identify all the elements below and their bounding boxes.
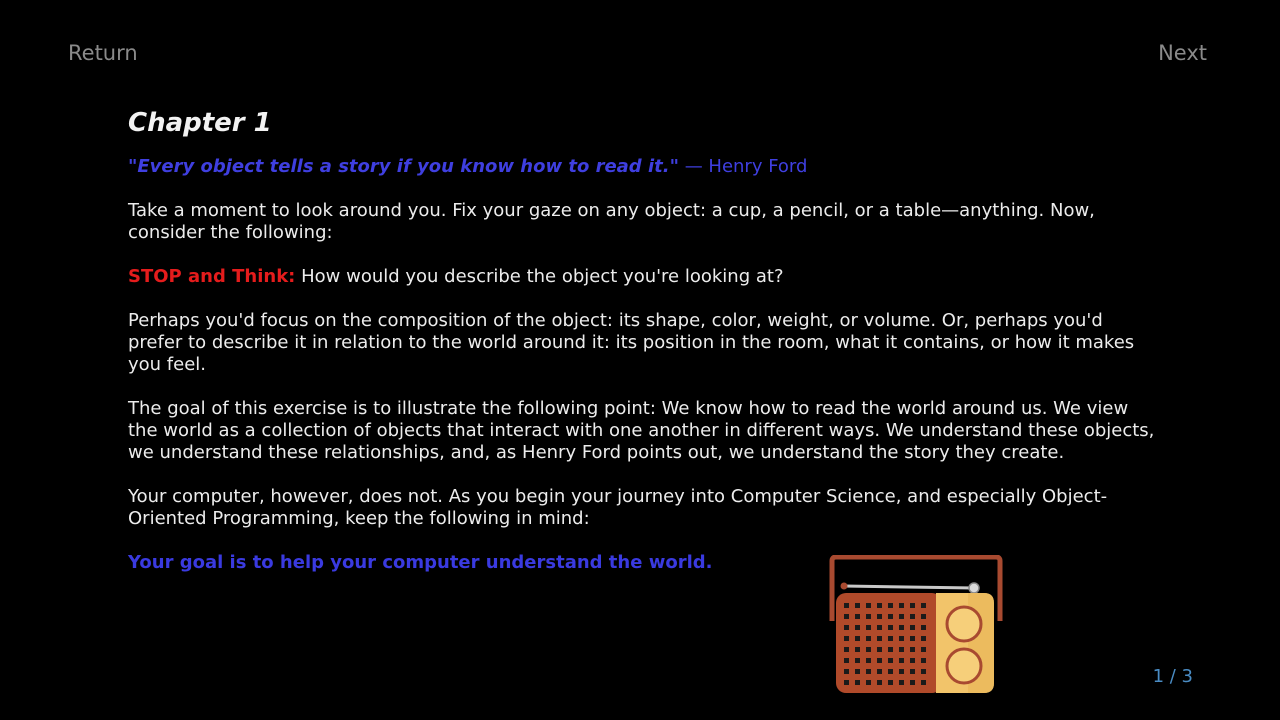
next-link[interactable]: Next: [1158, 41, 1207, 65]
chapter-title: Chapter 1: [128, 108, 272, 138]
paragraph-computer: Your computer, however, does not. As you begin your journey into Computer Science, and especially Object-Oriented Programming, keep the following in mind:: [128, 486, 1108, 529]
paragraph-composition: Perhaps you'd focus on the composition of the object: its shape, color, weight, or volume. Or, perhaps you'd prefer to describe it in relation to the world around it: its position in the room, what it contains, or how it makes you feel.: [128, 310, 1135, 375]
radio-icon: [828, 555, 1004, 697]
stop-question: How would you describe the object you're looking at?: [301, 266, 784, 287]
paragraph-intro: Take a moment to look around you. Fix your gaze on any object: a cup, a pencil, or a table—anything. Now, consider the following:: [128, 200, 1095, 243]
goal-statement: Your goal is to help your computer understand the world.: [128, 552, 713, 573]
quote-text: "Every object tells a story if you know how to read it.": [128, 156, 679, 177]
stop-label: STOP and Think:: [128, 266, 296, 287]
quote-attribution: — Henry Ford: [684, 156, 808, 177]
chapter-quote: [128, 156, 1158, 178]
paragraph-goal-exercise: The goal of this exercise is to illustrate the following point: We know how to read the world around us. We view the world as a collection of objects that interact with one another in different ways. We understand these objects, we understand these relationships, and, as Henry Ford points out, we understand the story they create.: [128, 398, 1155, 463]
chapter-content: [128, 106, 1158, 574]
page-indicator: 1 / 3: [1152, 666, 1193, 687]
return-link[interactable]: Return: [68, 41, 138, 65]
stop-and-think: [128, 266, 1158, 288]
